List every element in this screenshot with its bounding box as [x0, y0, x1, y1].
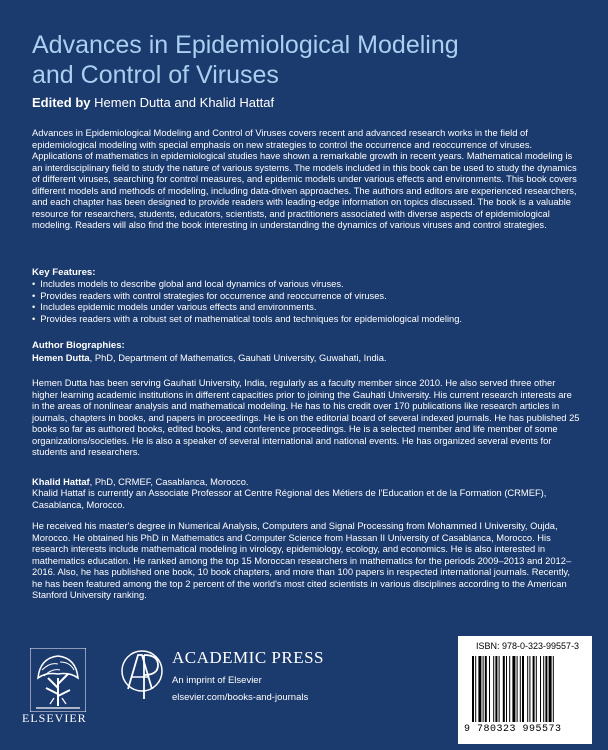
elsevier-tree-logo-icon — [30, 648, 86, 712]
editors-line — [32, 95, 274, 110]
editors-prefix: Edited by — [32, 95, 91, 110]
author1-name: Hemen Dutta — [32, 353, 90, 363]
key-feature-item: • Provides readers with control strategies for occurrence and reoccurrence of viruses. — [32, 291, 580, 303]
title-line-1: Advances in Epidemiological Modeling — [32, 31, 459, 59]
author2-line — [32, 477, 249, 487]
barcode-digits: 9 780323 995573 — [464, 724, 562, 735]
isbn-barcode — [458, 636, 592, 744]
book-title — [32, 30, 592, 90]
author2-bio-detail: He received his master's degree in Numerical Analysis, Computers and Signal Processing from Mohammed I University, Oujda, Morocco. He obtained his PhD in Mathematics and Computer Science from Hassan II University of Casablanca, Morocco. His research interests include mathematical modeling in virology, epidemiology, ecology, and economics. He is also interested in mathematics education. He ranked among the top 15 Moroccan researchers in mathematics for the periods 2009–2013 and 2012–2016. Also, he has published one book, 10 book chapters, and more than 100 papers in respected international journals. Recently, he has been featured among the top 2 percent of the world's most cited scientists in various disciplines according to the American Stanford University ranking. — [32, 521, 572, 601]
author2-name: Khalid Hattaf — [32, 477, 90, 487]
author1-line — [32, 353, 387, 363]
author1-bio: Hemen Dutta has been serving Gauhati University, India, regularly as a faculty member since 2010. He also served three other higher learning academic institutions in different capacities prior to joining the Gauhati University. His current research interests are in the areas of nonlinear analysis and mathematical modeling. He has to his credit over 170 publications like research articles in journals, chapters in books, and papers in proceedings. He is on the editorial board of several indexed journals. He has published 25 books so far as authored books, edited books, and conference proceedings. He is a selected member and life member of some organizations/societies. He is also a speaker of several international and national events. He has organized several events for students and researchers. — [32, 378, 580, 458]
academic-press-logo-icon — [118, 645, 166, 705]
publisher-url: elsevier.com/books-and-journals — [172, 692, 309, 703]
author2-affiliation: , PhD, CRMEF, Casablanca, Morocco. — [89, 477, 249, 487]
editors-names: Hemen Dutta and Khalid Hattaf — [94, 95, 275, 110]
author2-bio-intro: Khalid Hattaf is currently an Associate Professor at Centre Régional des Métiers de l'Education et de la Formation (CRMEF), Casablanca, Morocco. — [32, 488, 547, 510]
isbn-number: ISBN: 978-0-323-99557-3 — [476, 641, 580, 651]
publisher-name: ACADEMIC PRESS — [172, 648, 325, 667]
key-feature-item: • Provides readers with a robust set of mathematical tools and techniques for epidemiological modeling. — [32, 314, 580, 326]
key-features-heading: Key Features: — [32, 267, 96, 278]
key-features-list — [32, 279, 580, 325]
key-feature-item: • Includes models to describe global and local dynamics of various viruses. — [32, 279, 580, 291]
book-description: Advances in Epidemiological Modeling and Control of Viruses covers recent and advanced research works in the field of epidemiological modeling with special emphasis on new strategies to control the occurrence and reoccurrence of viruses. Applications of mathematics in epidemiological studies have shown a remarkable growth in recent years. Mathematical modeling is an interdisciplinary field to study the nature of various systems. The models included in this book can be used to study the dynamics of different viruses, searching for control measures, and epidemic models under various effects and environments. This book covers different models and methods of modeling, including data-driven approaches. The authors and editors are experienced researchers, and each chapter has been designed to provide readers with leading-edge information on topics discussed. The book is a valuable resource for researchers, students, educators, scientists, and practitioners associated with diverse aspects of epidemiological modeling. Readers will also find the book interesting in understanding the dynamics of various viruses and control strategies. — [32, 128, 577, 231]
author1-affiliation: , PhD, Department of Mathematics, Gauhati University, Guwahati, India. — [89, 353, 387, 363]
publisher-imprint: An imprint of Elsevier — [172, 675, 262, 686]
barcode-bars-icon — [472, 656, 580, 722]
key-feature-item: • Includes epidemic models under various effects and environments. — [32, 302, 580, 314]
title-line-2: and Control of Viruses — [32, 61, 279, 89]
author-bios-heading: Author Biographies: — [32, 340, 125, 351]
elsevier-wordmark: ELSEVIER — [22, 711, 87, 725]
